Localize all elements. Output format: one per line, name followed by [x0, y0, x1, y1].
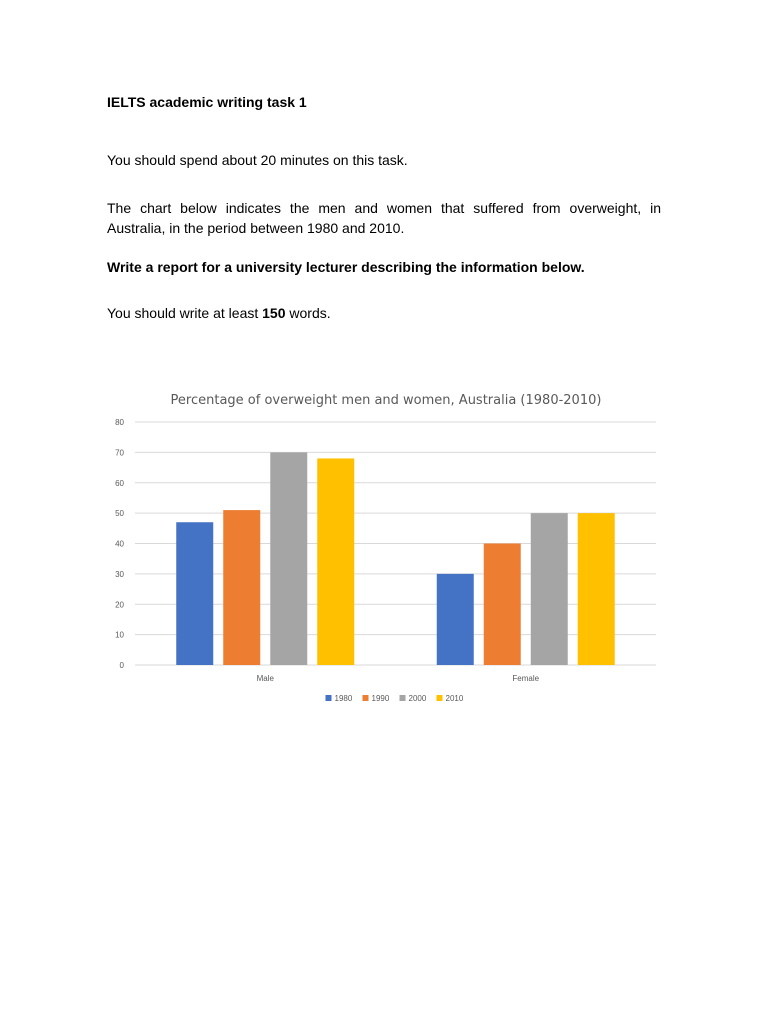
- y-tick-label: 80: [115, 418, 124, 427]
- legend-label: 1980: [334, 694, 353, 703]
- y-tick-label: 0: [119, 661, 124, 670]
- task-heading: IELTS academic writing task 1: [107, 94, 307, 110]
- bar-female-2010: [578, 513, 615, 665]
- bar-male-1980: [176, 522, 213, 665]
- legend-label: 2010: [445, 694, 464, 703]
- chart-description: The chart below indicates the men and women that suffered from overweight, in Australia, in the period between 1980 and 2010.: [107, 200, 661, 236]
- legend-swatch-2000: [400, 695, 406, 701]
- category-label: Male: [256, 674, 274, 683]
- task-instruction: Write a report for a university lecturer describing the information below.: [107, 259, 585, 275]
- legend-label: 2000: [408, 694, 427, 703]
- bar-female-1990: [484, 544, 521, 666]
- x-axis-categories: [257, 674, 540, 683]
- y-tick-label: 20: [115, 600, 124, 610]
- bars: [176, 452, 615, 665]
- bar-chart-svg: [100, 380, 670, 720]
- legend: [326, 694, 464, 703]
- y-axis-ticks: [115, 418, 124, 670]
- bar-male-1990: [223, 510, 260, 665]
- legend-swatch-2010: [437, 695, 443, 701]
- y-tick-label: 10: [115, 630, 124, 640]
- bar-female-1980: [437, 574, 474, 665]
- y-tick-label: 60: [115, 478, 124, 488]
- y-tick-label: 50: [115, 509, 124, 519]
- category-label: Female: [512, 674, 540, 683]
- word-count-suffix: words.: [285, 305, 331, 321]
- word-count-prefix: You should write at least: [107, 305, 263, 321]
- legend-swatch-1990: [363, 695, 369, 701]
- legend-label: 1990: [371, 694, 390, 703]
- word-count-instruction: [107, 303, 661, 323]
- y-tick-label: 30: [115, 569, 124, 579]
- bar-female-2000: [531, 513, 568, 665]
- bar-male-2010: [317, 458, 354, 665]
- time-instruction: You should spend about 20 minutes on this task.: [107, 152, 408, 168]
- bar-male-2000: [270, 452, 307, 665]
- bar-chart: [100, 380, 670, 720]
- y-tick-label: 70: [115, 448, 124, 458]
- chart-title: Percentage of overweight men and women, Australia (1980-2010): [170, 393, 602, 408]
- y-tick-label: 40: [115, 539, 124, 549]
- legend-swatch-1980: [326, 695, 332, 701]
- word-count-value: 150: [262, 305, 286, 321]
